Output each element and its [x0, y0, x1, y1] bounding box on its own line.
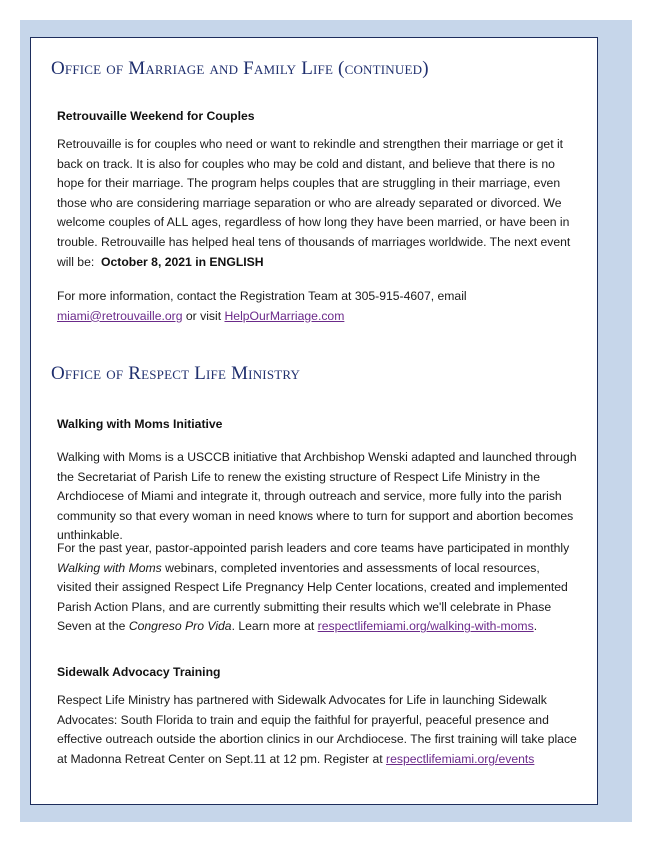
- retrouvaille-paragraph: [57, 135, 577, 272]
- p2-emphasis-2: Congreso Pro Vida: [128, 619, 232, 634]
- p2-end: .: [533, 619, 538, 634]
- email-link[interactable]: miami@retrouvaille.org: [57, 308, 183, 323]
- p2-emphasis: Walking with Moms: [57, 560, 162, 575]
- walking-with-moms-paragraph-2: [57, 539, 577, 637]
- sidewalk-advocacy-paragraph: [57, 691, 577, 769]
- retrouvaille-contact: [57, 287, 577, 326]
- retrouvaille-title: Retrouvaille Weekend for Couples: [57, 109, 255, 123]
- section-heading-marriage: Office of Marriage and Family Life (continued): [51, 58, 429, 79]
- walking-with-moms-paragraph: Walking with Moms is a USCCB initiative that Archbishop Wenski adapted and launched through the Secretariat of Parish Life to renew the existing structure of Respect Life Ministry in the Archdiocese of Miami and integrate it, through outreach and service, more fully into the parish community so that every woman in need knows where to turn for support and abortion becomes unthinkable.: [57, 450, 577, 543]
- walking-with-moms-title: Walking with Moms Initiative: [57, 417, 223, 431]
- p2-middle: webinars, completed inventories and assessments of local resources, visited their assigned Respect Life Pregnancy Help Center locations, created and implemented Parish Action Plans, and are currently submitting their results which we'll celebrate in Phase Seven at the: [57, 560, 568, 634]
- retrouvaille-event-date: October 8, 2021 in ENGLISH: [101, 254, 264, 269]
- p2-start: For the past year, pastor-appointed parish leaders and core teams have participated in monthly: [57, 541, 570, 555]
- or-visit-text: or visit: [185, 308, 222, 323]
- document-page: [30, 37, 598, 805]
- section-heading-respect-life: Office of Respect Life Ministry: [51, 363, 301, 384]
- sidewalk-body: Respect Life Ministry has partnered with Sidewalk Advocates for Life in launching Sidewalk Advocates: South Florida to train and equip the faithful for prayerful, peaceful presence and effective outreach outside the abortion clinics in our Archdiocese. The first training will take place at Madonna Retreat Center on Sept.11 at 12 pm. Register at: [57, 693, 577, 766]
- sidewalk-advocacy-title: Sidewalk Advocacy Training: [57, 665, 221, 679]
- help-our-marriage-link[interactable]: HelpOurMarriage.com: [224, 308, 345, 323]
- contact-text: For more information, contact the Registration Team at 305-915-4607, email: [57, 289, 467, 303]
- retrouvaille-body: Retrouvaille is for couples who need or want to rekindle and strengthen their marriage or get it back on track. It is also for couples who may be cold and distant, and believe that there is no hope for their marriage. The program helps couples that are struggling in their marriage, even those who are considering marriage separation or who are already separated or divorced. We welcome couples of ALL ages, regardless of how long they have been married, or have been in trouble. Retrouvaille has helped heal tens of thousands of marriages worldwide. The next event will be:: [57, 137, 571, 269]
- events-link[interactable]: respectlifemiami.org/events: [386, 751, 535, 766]
- walking-with-moms-link[interactable]: respectlifemiami.org/walking-with-moms: [317, 619, 534, 634]
- p2-learn-more: . Learn more at: [231, 619, 315, 634]
